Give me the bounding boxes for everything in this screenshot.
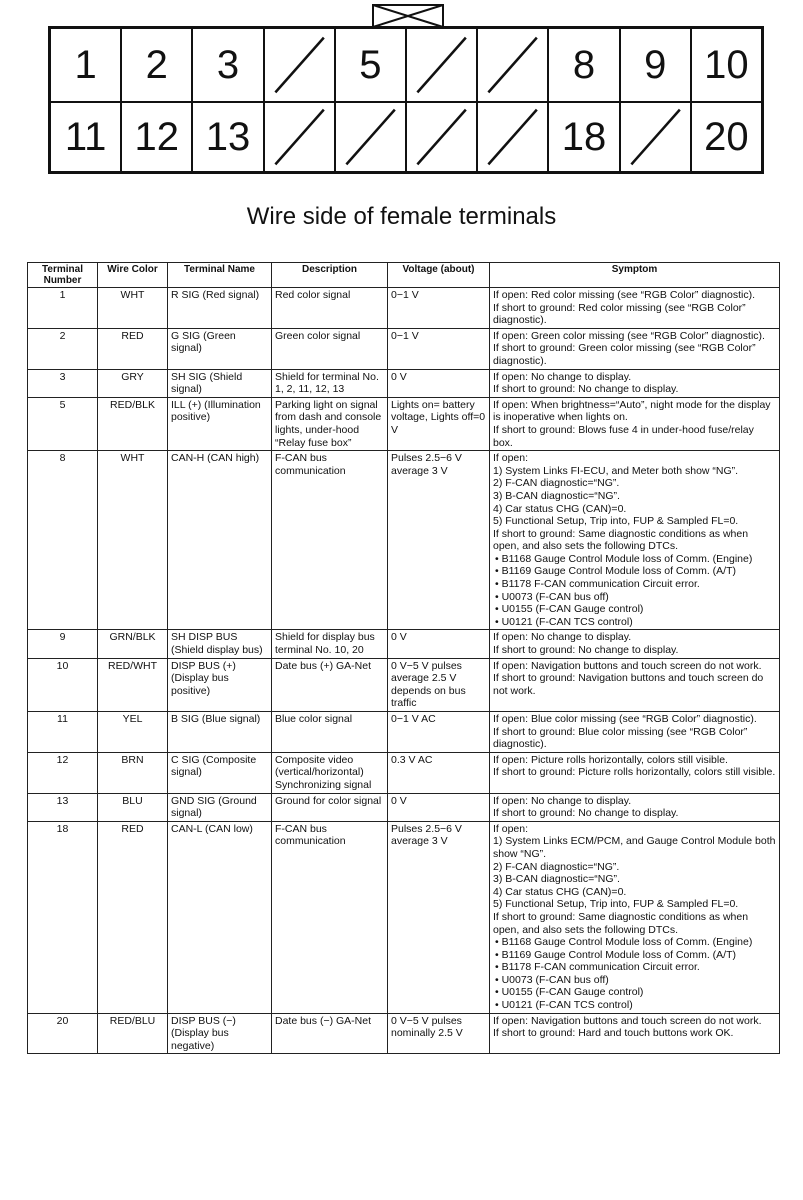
terminal-cavity: 9	[621, 29, 692, 101]
empty-cavity	[407, 29, 478, 101]
wire-color: YEL	[98, 712, 168, 753]
symptom-line: If open: Picture rolls horizontally, colors still visible.	[493, 753, 728, 766]
symptom-line: 1) System Links ECM/PCM, and Gauge Control Module both show “NG”.	[493, 835, 776, 860]
voltage: 0−1 V	[388, 328, 490, 369]
symptom-line: 4) Car status CHG (CAN)=0.	[493, 502, 627, 515]
symptom-line: If short to ground: Blue color missing (see “RGB Color” diagnostic).	[493, 725, 748, 751]
symptom-line: If open: Red color missing (see “RGB Color” diagnostic).	[493, 289, 756, 301]
terminal-name: DISP BUS (−) (Display bus negative)	[168, 1013, 272, 1054]
symptom-line: 2) F-CAN diagnostic=“NG”.	[493, 860, 620, 873]
symptom-line: If short to ground: Navigation buttons and touch screen do not work.	[493, 672, 764, 697]
empty-cavity	[621, 101, 692, 173]
description: Green color signal	[272, 328, 388, 369]
terminal-name: R SIG (Red signal)	[168, 288, 272, 329]
symptom	[490, 821, 780, 1013]
voltage: 0 V−5 V pulses nominally 2.5 V	[388, 1013, 490, 1054]
terminal-number: 12	[28, 752, 98, 793]
connector-diagram	[48, 26, 764, 174]
description: Date bus (−) GA-Net	[272, 1013, 388, 1054]
empty-cavity-slash-icon	[621, 101, 690, 173]
terminal-name: ILL (+) (Illumination positive)	[168, 397, 272, 450]
symptom	[490, 451, 780, 630]
symptom	[490, 793, 780, 821]
symptom-line: 5) Functional Setup, Trip into, FUP & Sampled FL=0.	[493, 898, 739, 911]
description: Shield for display bus terminal No. 10, 20	[272, 630, 388, 658]
header-wire-color: Wire Color	[98, 263, 168, 288]
symptom-line: 2) F-CAN diagnostic=“NG”.	[493, 477, 620, 490]
voltage: Lights on= battery voltage, Lights off=0 V	[388, 397, 490, 450]
wire-color: GRN/BLK	[98, 630, 168, 658]
header-terminal-number: Terminal Number	[28, 263, 98, 288]
table-row	[28, 630, 780, 658]
symptom	[490, 288, 780, 329]
empty-cavity	[478, 29, 549, 101]
table-row	[28, 712, 780, 753]
symptom-line: If open: No change to display.	[493, 794, 632, 807]
terminal-cavity: 12	[122, 101, 193, 173]
table-row	[28, 328, 780, 369]
symptom	[490, 369, 780, 397]
voltage: 0−1 V	[388, 288, 490, 329]
wire-color: RED/WHT	[98, 658, 168, 711]
voltage: Pulses 2.5−6 V average 3 V	[388, 451, 490, 630]
terminal-number: 18	[28, 821, 98, 1013]
voltage: Pulses 2.5−6 V average 3 V	[388, 821, 490, 1013]
table-row	[28, 1013, 780, 1054]
symptom-line: If short to ground: No change to display.	[493, 644, 679, 657]
header-terminal-name: Terminal Name	[168, 263, 272, 288]
connector-row-bottom	[51, 101, 761, 173]
wire-color: RED/BLK	[98, 397, 168, 450]
description: Composite video (vertical/horizontal) Synchronizing signal	[272, 752, 388, 793]
empty-cavity-slash-icon	[478, 101, 547, 173]
terminal-cavity: 8	[549, 29, 620, 101]
table-header-row	[28, 263, 780, 288]
header-symptom: Symptom	[490, 263, 780, 288]
terminal-cavity: 1	[51, 29, 122, 101]
voltage: 0 V	[388, 630, 490, 658]
wire-color: RED	[98, 821, 168, 1013]
wire-color: RED	[98, 328, 168, 369]
description: Date bus (+) GA-Net	[272, 658, 388, 711]
terminal-cavity: 3	[193, 29, 264, 101]
terminal-number: 20	[28, 1013, 98, 1054]
terminal-number: 3	[28, 369, 98, 397]
empty-cavity	[265, 101, 336, 173]
description: F-CAN bus communication	[272, 451, 388, 630]
terminal-number: 2	[28, 328, 98, 369]
symptom-line: If open: Navigation buttons and touch screen do not work.	[493, 1014, 762, 1027]
symptom-line: If open: No change to display.	[493, 631, 632, 644]
symptom-line: If open: Green color missing (see “RGB Color” diagnostic).	[493, 329, 765, 342]
wire-color: RED/BLU	[98, 1013, 168, 1054]
terminal-name: B SIG (Blue signal)	[168, 712, 272, 753]
wire-color: WHT	[98, 451, 168, 630]
voltage: 0 V	[388, 369, 490, 397]
table-row	[28, 658, 780, 711]
symptom-line: If short to ground: No change to display.	[493, 807, 679, 820]
empty-cavity	[478, 101, 549, 173]
symptom-line: If open: Blue color missing (see “RGB Color” diagnostic).	[493, 713, 757, 725]
terminal-name: C SIG (Composite signal)	[168, 752, 272, 793]
symptom-line: 4) Car status CHG (CAN)=0.	[493, 885, 627, 898]
table-row	[28, 451, 780, 630]
symptom-line: 5) Functional Setup, Trip into, FUP & Sampled FL=0.	[493, 515, 739, 528]
connector-caption: Wire side of female terminals	[246, 203, 557, 230]
terminal-number: 10	[28, 658, 98, 711]
terminal-name: SH SIG (Shield signal)	[168, 369, 272, 397]
symptom-line: • U0155 (F-CAN Gauge control)	[495, 986, 644, 999]
symptom-line: If open: Navigation buttons and touch screen do not work.	[493, 659, 762, 672]
symptom-line: If short to ground: Hard and touch buttons work OK.	[493, 1027, 734, 1040]
terminal-name: SH DISP BUS (Shield display bus)	[168, 630, 272, 658]
voltage: 0−1 V AC	[388, 712, 490, 753]
terminal-number: 1	[28, 288, 98, 329]
description: Blue color signal	[272, 712, 388, 753]
symptom-line: 1) System Links FI-ECU, and Meter both show “NG”.	[493, 464, 739, 477]
symptom-line: • B1168 Gauge Control Module loss of Comm. (Engine)	[495, 552, 753, 565]
terminal-name: G SIG (Green signal)	[168, 328, 272, 369]
symptom	[490, 658, 780, 711]
symptom	[490, 712, 780, 753]
empty-cavity-slash-icon	[265, 101, 334, 173]
description: Parking light on signal from dash and console lights, under-hood “Relay fuse box”	[272, 397, 388, 450]
symptom-line: If open:	[493, 822, 529, 835]
description: F-CAN bus communication	[272, 821, 388, 1013]
connector-latch-icon	[372, 4, 444, 28]
terminal-cavity: 2	[122, 29, 193, 101]
symptom-line: • B1178 F-CAN communication Circuit error.	[495, 578, 700, 591]
empty-cavity	[336, 101, 407, 173]
symptom-line: If short to ground: Green color missing (see “RGB Color” diagnostic).	[493, 342, 756, 367]
terminal-cavity: 10	[704, 42, 749, 87]
symptom	[490, 630, 780, 658]
voltage: 0 V−5 V pulses average 2.5 V depends on bus traffic	[388, 658, 490, 711]
terminal-name: DISP BUS (+) (Display bus positive)	[168, 658, 272, 711]
symptom-line: • B1169 Gauge Control Module loss of Comm. (A/T)	[495, 948, 736, 961]
description: Shield for terminal No. 1, 2, 11, 12, 13	[272, 369, 388, 397]
terminal-table	[27, 262, 780, 1054]
terminal-number: 8	[28, 451, 98, 630]
wire-color: BLU	[98, 793, 168, 821]
symptom-line: • U0121 (F-CAN TCS control)	[495, 615, 633, 628]
symptom-line: If short to ground: Blows fuse 4 in under-hood fuse/relay box.	[493, 423, 754, 449]
header-voltage: Voltage (about)	[388, 263, 490, 288]
voltage: 0.3 V AC	[388, 752, 490, 793]
terminal-cavity: 13	[193, 101, 264, 173]
empty-cavity-slash-icon	[407, 29, 476, 101]
table-row	[28, 793, 780, 821]
terminal-number: 13	[28, 793, 98, 821]
symptom-line: • U0155 (F-CAN Gauge control)	[495, 603, 644, 616]
table-row	[28, 288, 780, 329]
wire-color: BRN	[98, 752, 168, 793]
connector-row-top	[51, 29, 761, 103]
symptom-line: If open: No change to display.	[493, 370, 632, 383]
symptom-line: • U0073 (F-CAN bus off)	[495, 590, 609, 603]
description: Red color signal	[272, 288, 388, 329]
empty-cavity-slash-icon	[407, 101, 476, 173]
terminal-cavity: 11	[51, 101, 122, 173]
symptom-line: • B1178 F-CAN communication Circuit error.	[495, 961, 700, 974]
terminal-cavity: 18	[549, 101, 620, 173]
symptom-line: If short to ground: No change to display.	[493, 383, 679, 396]
description: Ground for color signal	[272, 793, 388, 821]
empty-cavity	[407, 101, 478, 173]
symptom-line: • U0073 (F-CAN bus off)	[495, 973, 609, 986]
terminal-number: 11	[28, 712, 98, 753]
empty-cavity-slash-icon	[265, 29, 334, 101]
symptom	[490, 752, 780, 793]
table-row	[28, 821, 780, 1013]
symptom-line: 3) B-CAN diagnostic=“NG”.	[493, 873, 620, 886]
voltage: 0 V	[388, 793, 490, 821]
symptom-line: If short to ground: Same diagnostic conditions as when open, and also sets the following DTCs.	[493, 527, 749, 553]
terminal-number: 5	[28, 397, 98, 450]
symptom-line: • B1168 Gauge Control Module loss of Comm. (Engine)	[495, 936, 753, 949]
symptom-line: • B1169 Gauge Control Module loss of Comm. (A/T)	[495, 565, 736, 578]
symptom	[490, 1013, 780, 1054]
symptom-line: • U0121 (F-CAN TCS control)	[495, 999, 633, 1012]
table-row	[28, 397, 780, 450]
terminal-name: CAN-H (CAN high)	[168, 451, 272, 630]
table-row	[28, 369, 780, 397]
symptom-line: If short to ground: Picture rolls horizontally, colors still visible.	[493, 766, 776, 779]
symptom	[490, 397, 780, 450]
table-row	[28, 752, 780, 793]
header-description: Description	[272, 263, 388, 288]
empty-cavity-slash-icon	[478, 29, 547, 101]
wire-color: GRY	[98, 369, 168, 397]
symptom-line: If open: When brightness=“Auto”, night mode for the display is inoperative when lights on.	[493, 398, 771, 424]
terminal-number: 9	[28, 630, 98, 658]
terminal-name: GND SIG (Ground signal)	[168, 793, 272, 821]
terminal-cavity: 5	[336, 29, 407, 101]
terminal-cavity: 20	[704, 114, 749, 159]
empty-cavity	[265, 29, 336, 101]
symptom-line: If short to ground: Same diagnostic conditions as when open, and also sets the following DTCs.	[493, 910, 749, 936]
symptom-line: If open:	[493, 452, 529, 465]
wire-color: WHT	[98, 288, 168, 329]
terminal-name: CAN-L (CAN low)	[168, 821, 272, 1013]
symptom-line: 3) B-CAN diagnostic=“NG”.	[493, 489, 620, 502]
symptom	[490, 328, 780, 369]
empty-cavity-slash-icon	[336, 101, 405, 173]
symptom-line: If short to ground: Red color missing (see “RGB Color” diagnostic).	[493, 301, 746, 327]
